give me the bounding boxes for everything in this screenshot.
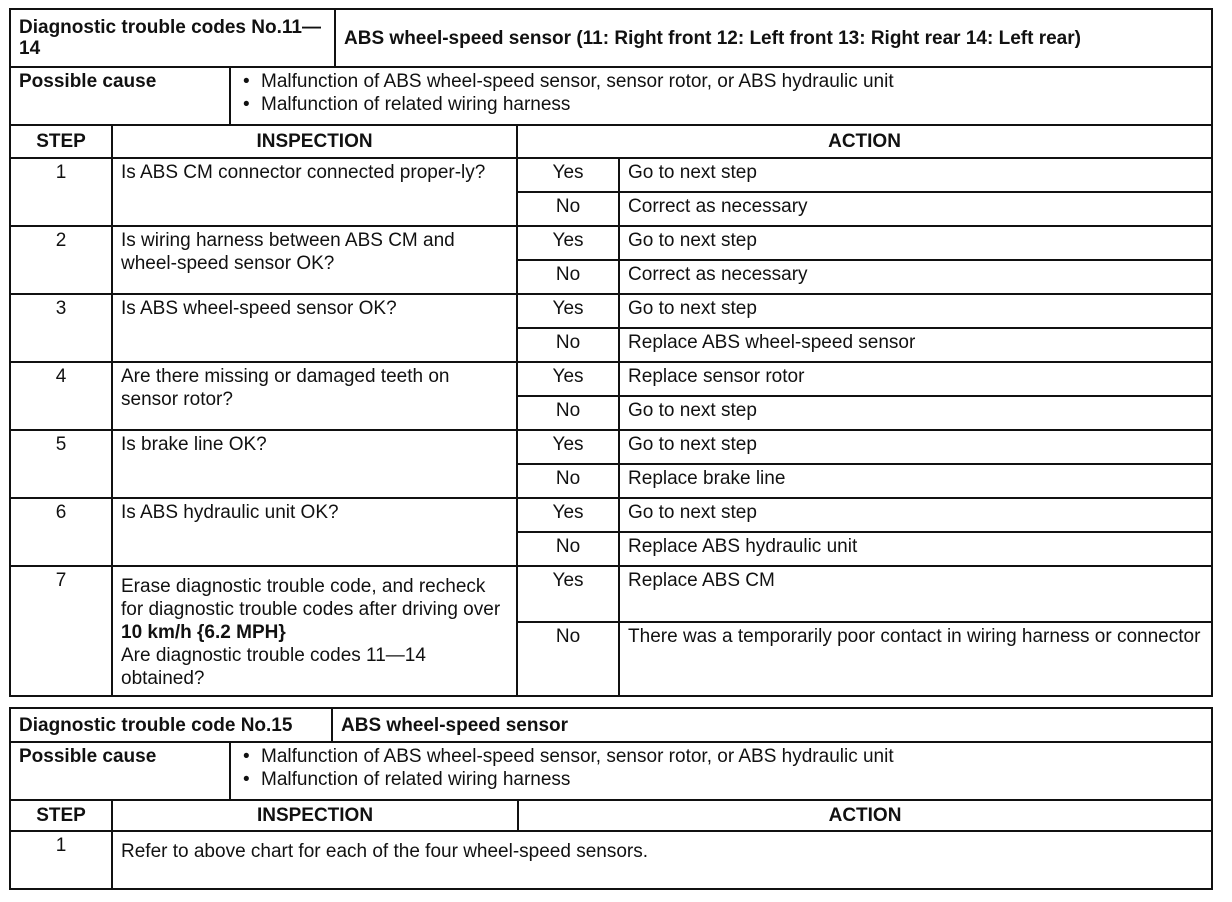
step-number: 3 <box>10 294 112 362</box>
yes-label: Yes <box>517 158 619 192</box>
table-row <box>10 158 1212 192</box>
yes-action: Go to next step <box>619 498 1212 532</box>
inspection-text: Is ABS hydraulic unit OK? <box>112 498 517 566</box>
step-header: STEP <box>10 800 112 831</box>
no-label: No <box>517 328 619 362</box>
table-row <box>10 566 1212 622</box>
yes-label: Yes <box>517 566 619 622</box>
yes-label: Yes <box>517 362 619 396</box>
no-action: Replace ABS hydraulic unit <box>619 532 1212 566</box>
yes-action: Replace ABS CM <box>619 566 1212 622</box>
no-action: Correct as necessary <box>619 260 1212 294</box>
inspection-text <box>112 566 517 696</box>
table-row <box>10 831 1212 889</box>
no-label: No <box>517 464 619 498</box>
inspection-text: Refer to above chart for each of the four wheel-speed sensors. <box>112 831 1212 889</box>
inspection-text: Is ABS CM connector connected proper-ly? <box>112 158 517 226</box>
no-label: No <box>517 396 619 430</box>
possible-cause-label: Possible cause <box>10 742 230 800</box>
table-row <box>10 294 1212 328</box>
speed-value: 10 km/h {6.2 MPH} <box>121 622 286 643</box>
inspection-header: INSPECTION <box>112 800 518 831</box>
yes-action: Go to next step <box>619 226 1212 260</box>
inspection-header: INSPECTION <box>112 125 517 158</box>
yes-label: Yes <box>517 430 619 464</box>
possible-cause-label: Possible cause <box>10 67 230 125</box>
step-number: 2 <box>10 226 112 294</box>
step-number: 4 <box>10 362 112 430</box>
step-number: 7 <box>10 566 112 696</box>
no-label: No <box>517 260 619 294</box>
no-action: Replace ABS wheel-speed sensor <box>619 328 1212 362</box>
table-row <box>10 362 1212 396</box>
cause-item: • Malfunction of ABS wheel-speed sensor, sensor rotor, or ABS hydraulic unit <box>239 70 1203 93</box>
header-row <box>10 125 1212 158</box>
step-number: 6 <box>10 498 112 566</box>
table-row <box>10 430 1212 464</box>
cause-item: • Malfunction of related wiring harness <box>239 768 1203 791</box>
table-row <box>10 498 1212 532</box>
code-label: Diagnostic trouble code No.15 <box>10 708 332 742</box>
yes-action: Go to next step <box>619 430 1212 464</box>
no-action: Replace brake line <box>619 464 1212 498</box>
step-number: 5 <box>10 430 112 498</box>
code-label: Diagnostic trouble codes No.11—14 <box>10 9 335 67</box>
yes-label: Yes <box>517 226 619 260</box>
chart-title: ABS wheel-speed sensor <box>332 708 1212 742</box>
cause-item: • Malfunction of ABS wheel-speed sensor, sensor rotor, or ABS hydraulic unit <box>239 745 1203 768</box>
chart-title: ABS wheel-speed sensor (11: Right front 12: Left front 13: Right rear 14: Left rear) <box>335 9 1212 67</box>
yes-action: Go to next step <box>619 158 1212 192</box>
step-header: STEP <box>10 125 112 158</box>
inspection-text-part: Erase diagnostic trouble code, and recheck for diagnostic trouble codes after driving over <box>121 576 501 620</box>
title-row <box>10 708 1212 742</box>
possible-cause-row <box>10 742 1212 800</box>
header-row <box>10 800 1212 831</box>
yes-label: Yes <box>517 498 619 532</box>
dtc-11-14-table <box>9 8 1213 697</box>
cause-item: • Malfunction of related wiring harness <box>239 93 1203 116</box>
inspection-text: Is wiring harness between ABS CM and wheel-speed sensor OK? <box>112 226 517 294</box>
inspection-text-part: Are diagnostic trouble codes 11—14 obtained? <box>121 645 426 689</box>
yes-action: Go to next step <box>619 294 1212 328</box>
action-header: ACTION <box>518 800 1212 831</box>
inspection-text: Are there missing or damaged teeth on sensor rotor? <box>112 362 517 430</box>
possible-cause-list <box>230 67 1212 125</box>
yes-action: Replace sensor rotor <box>619 362 1212 396</box>
no-label: No <box>517 622 619 696</box>
inspection-text: Is ABS wheel-speed sensor OK? <box>112 294 517 362</box>
no-action: There was a temporarily poor contact in wiring harness or connector <box>619 622 1212 696</box>
no-label: No <box>517 532 619 566</box>
no-label: No <box>517 192 619 226</box>
dtc-15-table <box>9 707 1213 890</box>
step-number: 1 <box>10 831 112 889</box>
no-action: Correct as necessary <box>619 192 1212 226</box>
possible-cause-row <box>10 67 1212 125</box>
action-header: ACTION <box>517 125 1212 158</box>
possible-cause-list <box>230 742 1212 800</box>
title-row <box>10 9 1212 67</box>
yes-label: Yes <box>517 294 619 328</box>
inspection-text: Is brake line OK? <box>112 430 517 498</box>
table-row <box>10 226 1212 260</box>
step-number: 1 <box>10 158 112 226</box>
no-action: Go to next step <box>619 396 1212 430</box>
